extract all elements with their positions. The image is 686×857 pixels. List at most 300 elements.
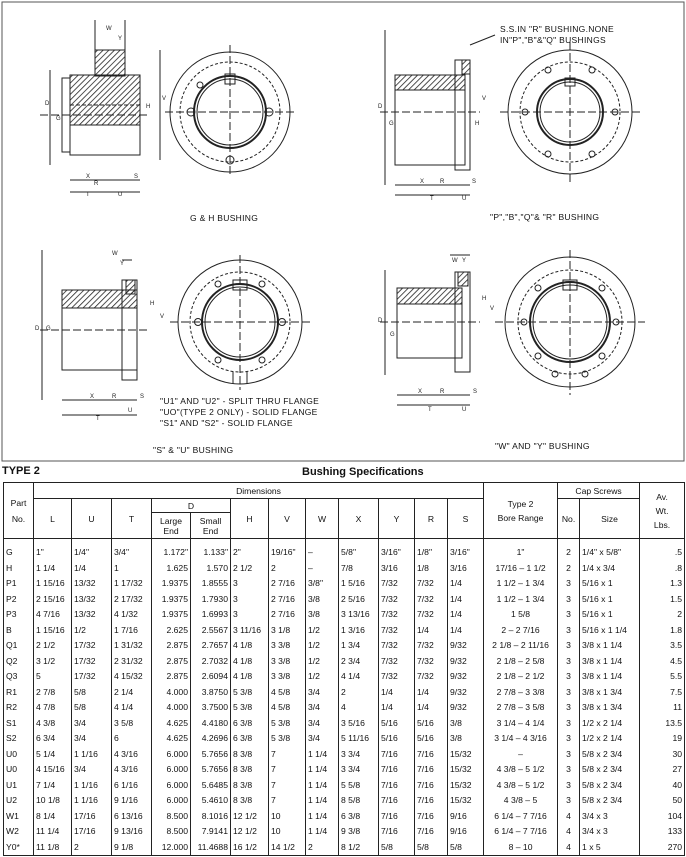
gh-dim-d: D	[45, 101, 50, 107]
cell-X: 8 1/2	[339, 839, 379, 855]
wy-dim-r: R	[440, 389, 445, 395]
cell-cap-no: 3	[558, 793, 580, 809]
wy-dim-y: Y	[462, 258, 467, 264]
su-dim-u: U	[128, 408, 133, 414]
cell-wt: 19	[640, 731, 685, 747]
cell-X: 4 1/4	[339, 669, 379, 685]
cell-X: 3 3/4	[339, 746, 379, 762]
cell-R: 7/32	[415, 606, 448, 622]
cell-H: 4 1/8	[231, 669, 269, 685]
su-side-view	[40, 250, 150, 415]
cell-small: 5.7656	[191, 762, 231, 778]
cell-wt: 40	[640, 777, 685, 793]
cell-bore: 4 3/8 – 5 1/2	[484, 777, 558, 793]
cell-W: 1/2	[306, 653, 339, 669]
cell-cap-size: 3/8 x 1 1/4	[580, 653, 640, 669]
cell-bore: 1"	[484, 539, 558, 560]
cell-Y: 7/32	[379, 669, 415, 685]
header-L: L	[34, 499, 72, 539]
note-su-line1: "U1" AND "U2" - SPLIT THRU FLANGE	[160, 396, 320, 406]
cell-L: 2 7/8	[34, 684, 72, 700]
gh-dim-h: H	[146, 104, 151, 110]
table-row	[4, 839, 685, 855]
cell-T: 9 13/16	[112, 824, 152, 840]
cell-X: 1 3/16	[339, 622, 379, 638]
cell-wt: 50	[640, 793, 685, 809]
cell-large: 12.000	[152, 839, 191, 855]
cell-R: 7/32	[415, 653, 448, 669]
pbqr-front-view	[500, 42, 640, 182]
header-bore: Bore Range	[497, 512, 544, 523]
cell-large: 6.000	[152, 793, 191, 809]
table-row	[4, 622, 685, 638]
cell-R: 5/8	[415, 839, 448, 855]
cell-T: 4 15/32	[112, 669, 152, 685]
cell-V: 10	[269, 824, 306, 840]
cell-W: –	[306, 539, 339, 560]
gh-dim-y: Y	[118, 36, 123, 42]
su-dim-w: W	[112, 251, 118, 257]
cell-W: 1 1/4	[306, 746, 339, 762]
cell-wt: 27	[640, 762, 685, 778]
cell-large: 8.500	[152, 824, 191, 840]
table-row	[4, 762, 685, 778]
table-title: Bushing Specifications	[302, 466, 424, 478]
cell-U: 3/4	[72, 731, 112, 747]
header-bore-range	[484, 483, 558, 539]
gh-front-view	[165, 45, 295, 175]
cell-large: 4.625	[152, 715, 191, 731]
cell-W: 1 1/4	[306, 762, 339, 778]
table-row	[4, 575, 685, 591]
cell-bore: 17/16 – 1 1/2	[484, 560, 558, 576]
cell-cap-no: 3	[558, 669, 580, 685]
cell-cap-no: 3	[558, 731, 580, 747]
cell-H: 3	[231, 591, 269, 607]
cell-X: 7/8	[339, 560, 379, 576]
table-row	[4, 539, 685, 560]
cell-T: 4 1/32	[112, 606, 152, 622]
cell-cap-no: 3	[558, 575, 580, 591]
cell-R: 7/16	[415, 808, 448, 824]
cell-wt: .5	[640, 539, 685, 560]
cell-T: 9 1/16	[112, 793, 152, 809]
cell-H: 2"	[231, 539, 269, 560]
cell-H: 4 1/8	[231, 637, 269, 653]
cell-T: 1 7/16	[112, 622, 152, 638]
pbqr-side-view	[380, 30, 495, 195]
pbqr-dim-h: H	[475, 121, 480, 127]
cell-T: 4 1/4	[112, 700, 152, 716]
table-row	[4, 777, 685, 793]
header-small: Small	[199, 515, 222, 526]
wy-dim-x: X	[418, 389, 423, 395]
cell-V: 2	[269, 560, 306, 576]
cell-V: 2 7/16	[269, 575, 306, 591]
su-front-view	[170, 255, 310, 390]
cell-bore: 8 – 10	[484, 839, 558, 855]
cell-part: P1	[4, 575, 34, 591]
table-row	[4, 746, 685, 762]
cell-large: 1.9375	[152, 591, 191, 607]
cell-L: 1 1/4	[34, 560, 72, 576]
cell-V: 3 3/8	[269, 669, 306, 685]
table-row	[4, 591, 685, 607]
cell-part: Q3	[4, 669, 34, 685]
header-D: D	[152, 499, 231, 513]
pbqr-dim-x: X	[420, 179, 425, 185]
cell-H: 8 3/8	[231, 746, 269, 762]
cell-S: 9/32	[448, 684, 484, 700]
cell-cap-no: 3	[558, 746, 580, 762]
su-dim-x: X	[90, 394, 95, 400]
pbqr-dim-g: G	[389, 121, 394, 127]
cell-S: 3/8	[448, 715, 484, 731]
cell-cap-size: 5/16 x 1	[580, 575, 640, 591]
cell-W: 1 1/4	[306, 777, 339, 793]
cell-V: 5 3/8	[269, 731, 306, 747]
cell-cap-no: 3	[558, 591, 580, 607]
cell-small: 5.4610	[191, 793, 231, 809]
table-row	[4, 731, 685, 747]
cell-cap-size: 1 x 5	[580, 839, 640, 855]
spec-table-body	[4, 539, 685, 856]
pbqr-dim-u: U	[462, 196, 467, 202]
cell-S: 3/16	[448, 560, 484, 576]
cell-small: 1.8555	[191, 575, 231, 591]
cell-cap-size: 5/8 x 2 3/4	[580, 762, 640, 778]
cell-part: B	[4, 622, 34, 638]
cell-T: 4 3/16	[112, 762, 152, 778]
header-type2: Type 2	[507, 498, 534, 509]
cell-R: 7/16	[415, 777, 448, 793]
cell-W: 3/8	[306, 591, 339, 607]
cell-U: 17/32	[72, 669, 112, 685]
cell-H: 5 3/8	[231, 684, 269, 700]
cell-small: 1.133"	[191, 539, 231, 560]
cell-T: 2 31/32	[112, 653, 152, 669]
cell-part: R2	[4, 700, 34, 716]
cell-cap-size: 1/2 x 2 1/4	[580, 715, 640, 731]
cell-H: 8 3/8	[231, 777, 269, 793]
cell-wt: 270	[640, 839, 685, 855]
cell-bore: 6 1/4 – 7 7/16	[484, 808, 558, 824]
cell-part: U0	[4, 762, 34, 778]
cell-T: 6	[112, 731, 152, 747]
cell-wt: 13.5	[640, 715, 685, 731]
cell-small: 11.4688	[191, 839, 231, 855]
cell-V: 5 3/8	[269, 715, 306, 731]
cell-large: 1.172"	[152, 539, 191, 560]
cell-L: 11 1/4	[34, 824, 72, 840]
cell-large: 2.625	[152, 622, 191, 638]
cell-Y: 7/16	[379, 824, 415, 840]
cell-V: 4 5/8	[269, 700, 306, 716]
cell-wt: 1.3	[640, 575, 685, 591]
table-row	[4, 669, 685, 685]
header-R: R	[415, 499, 448, 539]
cell-R: 7/32	[415, 669, 448, 685]
cell-H: 16 1/2	[231, 839, 269, 855]
cell-bore: 2 1/8 – 2 5/8	[484, 653, 558, 669]
gh-dim-u: U	[118, 192, 123, 198]
cell-L: 1"	[34, 539, 72, 560]
su-dim-v: V	[160, 314, 165, 320]
cell-R: 1/4	[415, 684, 448, 700]
gh-dim-x: X	[86, 174, 91, 180]
cell-S: 3/16"	[448, 539, 484, 560]
cell-L: 2 1/2	[34, 637, 72, 653]
wy-dim-s: S	[473, 389, 478, 395]
cell-part: G	[4, 539, 34, 560]
cell-L: 2 15/16	[34, 591, 72, 607]
cell-V: 7	[269, 762, 306, 778]
cell-cap-size: 5/8 x 2 3/4	[580, 777, 640, 793]
wy-dim-d: D	[378, 318, 383, 324]
wy-front-view	[495, 250, 645, 395]
wy-dim-h: H	[482, 296, 487, 302]
cell-part: Q2	[4, 653, 34, 669]
su-dim-t: T	[96, 416, 100, 422]
cell-bore: 2 – 2 7/16	[484, 622, 558, 638]
cell-Y: 7/32	[379, 622, 415, 638]
header-T: T	[112, 499, 152, 539]
cell-Y: 5/16	[379, 715, 415, 731]
su-dim-y: Y	[120, 261, 125, 267]
cell-cap-size: 3/8 x 1 1/4	[580, 669, 640, 685]
cell-part: U2	[4, 793, 34, 809]
header-dimensions: Dimensions	[34, 483, 484, 499]
cell-cap-size: 5/16 x 1 1/4	[580, 622, 640, 638]
wy-side-view	[380, 255, 480, 405]
cell-X: 5 11/16	[339, 731, 379, 747]
cell-R: 7/16	[415, 824, 448, 840]
header-H: H	[231, 499, 269, 539]
cell-cap-size: 3/8 x 1 1/4	[580, 637, 640, 653]
cell-Y: 5/16	[379, 731, 415, 747]
cell-L: 5	[34, 669, 72, 685]
cell-Y: 7/16	[379, 762, 415, 778]
table-row	[4, 637, 685, 653]
cell-L: 1 15/16	[34, 622, 72, 638]
gh-side-view	[40, 20, 160, 192]
cell-U: 13/32	[72, 591, 112, 607]
cell-W: 3/8"	[306, 575, 339, 591]
cell-U: 5/8	[72, 684, 112, 700]
cell-wt: 1.8	[640, 622, 685, 638]
cell-X: 6 3/8	[339, 808, 379, 824]
cell-X: 2 5/16	[339, 591, 379, 607]
cell-W: 1/2	[306, 669, 339, 685]
cell-L: 3 1/2	[34, 653, 72, 669]
table-row	[4, 793, 685, 809]
cell-V: 7	[269, 777, 306, 793]
cell-bore: 6 1/4 – 7 7/16	[484, 824, 558, 840]
table-row	[4, 684, 685, 700]
cell-part: P2	[4, 591, 34, 607]
cell-U: 17/16	[72, 824, 112, 840]
caption-gh-bushing: G & H BUSHING	[190, 213, 259, 223]
cell-V: 14 1/2	[269, 839, 306, 855]
cell-H: 3	[231, 606, 269, 622]
cell-X: 1 5/16	[339, 575, 379, 591]
cell-H: 4 1/8	[231, 653, 269, 669]
cell-small: 1.7930	[191, 591, 231, 607]
gh-dim-r: R	[94, 181, 99, 187]
cell-R: 5/16	[415, 715, 448, 731]
header-small-end-label: End	[202, 525, 219, 536]
cell-small: 5.7656	[191, 746, 231, 762]
cell-part: U1	[4, 777, 34, 793]
header-X: X	[339, 499, 379, 539]
cell-cap-no: 3	[558, 777, 580, 793]
cell-S: 1/4	[448, 606, 484, 622]
cell-cap-size: 5/16 x 1	[580, 591, 640, 607]
header-large: Large	[160, 515, 182, 526]
cell-wt: 1.5	[640, 591, 685, 607]
cell-U: 1 1/16	[72, 793, 112, 809]
su-dim-d: D	[35, 326, 40, 332]
table-row	[4, 653, 685, 669]
cell-Y: 3/16	[379, 560, 415, 576]
header-W: W	[306, 499, 339, 539]
cell-wt: 30	[640, 746, 685, 762]
pbqr-dim-r: R	[440, 179, 445, 185]
cell-Y: 3/16"	[379, 539, 415, 560]
cell-U: 3/4	[72, 715, 112, 731]
cell-W: 2	[306, 839, 339, 855]
wy-dim-v: V	[490, 306, 495, 312]
cell-H: 3 11/16	[231, 622, 269, 638]
caption-pbqr-bushing: "P","B","Q"& "R" BUSHING	[490, 212, 600, 222]
cell-bore: 1 1/2 – 1 3/4	[484, 591, 558, 607]
cell-V: 3 3/8	[269, 653, 306, 669]
cell-Y: 7/16	[379, 808, 415, 824]
table-row	[4, 606, 685, 622]
cell-cap-no: 2	[558, 560, 580, 576]
cell-U: 1/2	[72, 622, 112, 638]
cell-W: 1 1/4	[306, 793, 339, 809]
cell-wt: 4.5	[640, 653, 685, 669]
cell-S: 15/32	[448, 777, 484, 793]
cell-cap-size: 5/8 x 2 3/4	[580, 746, 640, 762]
cell-small: 3.8750	[191, 684, 231, 700]
cell-W: 1 1/4	[306, 808, 339, 824]
cell-X: 9 3/8	[339, 824, 379, 840]
cell-cap-no: 3	[558, 622, 580, 638]
cell-large: 4.625	[152, 731, 191, 747]
cell-W: 3/4	[306, 715, 339, 731]
cell-L: 8 1/4	[34, 808, 72, 824]
cell-Y: 7/32	[379, 591, 415, 607]
header-part	[4, 483, 34, 539]
cell-large: 6.000	[152, 777, 191, 793]
cell-S: 15/32	[448, 793, 484, 809]
su-dim-r: R	[112, 394, 117, 400]
cell-wt: 7.5	[640, 684, 685, 700]
cell-T: 1 31/32	[112, 637, 152, 653]
cell-U: 17/32	[72, 637, 112, 653]
cell-L: 7 1/4	[34, 777, 72, 793]
cell-cap-no: 3	[558, 653, 580, 669]
cell-H: 12 1/2	[231, 824, 269, 840]
cell-Y: 7/16	[379, 777, 415, 793]
cell-part: R1	[4, 684, 34, 700]
cell-T: 3/4"	[112, 539, 152, 560]
cell-S: 15/32	[448, 746, 484, 762]
cell-large: 2.875	[152, 653, 191, 669]
type-label: TYPE 2	[2, 465, 40, 477]
cell-U: 13/32	[72, 606, 112, 622]
wy-dim-t: T	[428, 407, 432, 413]
cell-small: 1.6993	[191, 606, 231, 622]
bushing-spec-table	[3, 482, 685, 856]
pbqr-dim-s: S	[472, 179, 477, 185]
cell-part: S1	[4, 715, 34, 731]
cell-H: 6 3/8	[231, 731, 269, 747]
cell-X: 4	[339, 700, 379, 716]
cell-R: 7/32	[415, 637, 448, 653]
header-U: U	[72, 499, 112, 539]
cell-cap-no: 4	[558, 808, 580, 824]
table-row	[4, 560, 685, 576]
cell-L: 6 3/4	[34, 731, 72, 747]
cell-large: 4.000	[152, 700, 191, 716]
cell-L: 5 1/4	[34, 746, 72, 762]
cell-T: 2 17/32	[112, 591, 152, 607]
cell-R: 7/16	[415, 746, 448, 762]
cell-bore: 3 1/4 – 4 1/4	[484, 715, 558, 731]
table-row	[4, 715, 685, 731]
cell-S: 9/32	[448, 669, 484, 685]
wy-dim-g: G	[390, 332, 395, 338]
cell-cap-size: 1/2 x 2 1/4	[580, 731, 640, 747]
cell-V: 19/16"	[269, 539, 306, 560]
cell-part: Q1	[4, 637, 34, 653]
cell-part: H	[4, 560, 34, 576]
cell-H: 5 3/8	[231, 700, 269, 716]
cell-W: 1/2	[306, 637, 339, 653]
cell-T: 6 13/16	[112, 808, 152, 824]
cell-X: 3 13/16	[339, 606, 379, 622]
pbqr-dim-d: D	[378, 104, 383, 110]
cell-L: 4 7/16	[34, 606, 72, 622]
pbqr-dim-t: T	[430, 196, 434, 202]
cell-X: 5/8"	[339, 539, 379, 560]
cell-large: 8.500	[152, 808, 191, 824]
cell-cap-no: 4	[558, 824, 580, 840]
cell-bore: 2 1/8 – 2 11/16	[484, 637, 558, 653]
cell-small: 2.7032	[191, 653, 231, 669]
cell-wt: 11	[640, 700, 685, 716]
cell-S: 3/8	[448, 731, 484, 747]
header-part-no: No.	[11, 513, 26, 524]
cell-wt: 3.5	[640, 637, 685, 653]
cell-R: 1/8	[415, 560, 448, 576]
header-Y: Y	[379, 499, 415, 539]
cell-wt: 5.5	[640, 669, 685, 685]
header-S: S	[448, 499, 484, 539]
cell-W: 3/4	[306, 700, 339, 716]
cell-part: U0	[4, 746, 34, 762]
header-cap-no: No.	[558, 499, 580, 539]
cell-cap-no: 3	[558, 715, 580, 731]
cell-cap-size: 1/4 x 3/4	[580, 560, 640, 576]
cell-bore: –	[484, 746, 558, 762]
cell-Y: 1/4	[379, 700, 415, 716]
header-cap-screws: Cap Screws	[558, 483, 640, 499]
cell-bore: 2 7/8 – 3 5/8	[484, 700, 558, 716]
